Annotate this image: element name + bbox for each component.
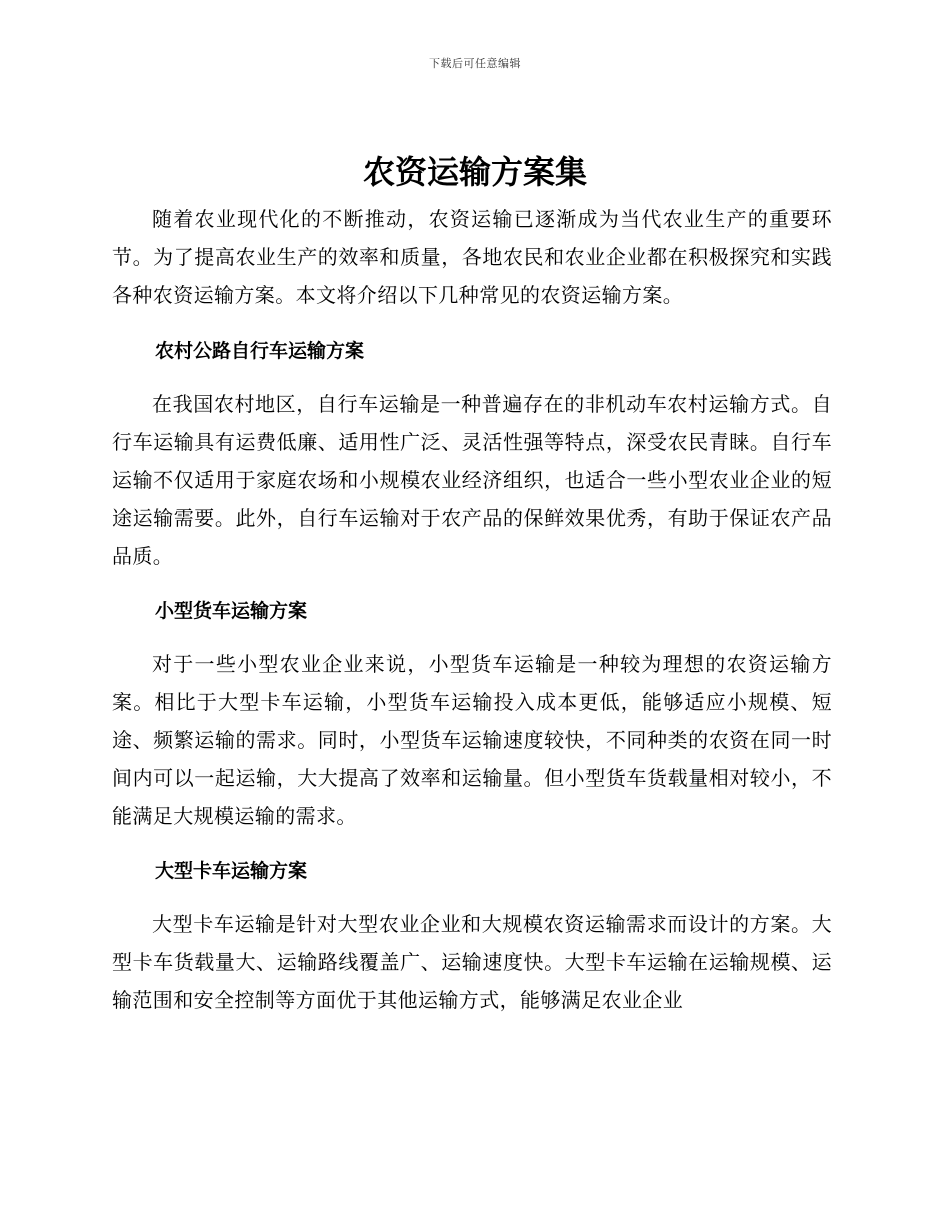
header-note: 下载后可任意编辑 — [429, 57, 521, 70]
section-body-small-truck: 对于一些小型农业企业来说，小型货车运输是一种较为理想的农资运输方案。相比于大型卡车运输，小型货车运输投入成本更低，能够适应小规模、短途、频繁运输的需求。同时，小型货车运输速度较快，不同种类的农资在同一时间内可以一起运输，大大提高了效率和运输量。但小型货车货载量相对较小，不能满足大规模运输的需求。 — [112, 652, 832, 828]
section-heading-large-truck: 大型卡车运输方案 — [155, 860, 308, 882]
intro-paragraph: 随着农业现代化的不断推动，农资运输已逐渐成为当代农业生产的重要环节。为了提高农业生产的效率和质量，各地农民和农业企业都在积极探究和实践各种农资运输方案。本文将介绍以下几种常见的农资运输方案。 — [112, 207, 832, 307]
document-title: 农资运输方案集 — [362, 153, 587, 191]
section-body-bicycle: 在我国农村地区，自行车运输是一种普遍存在的非机动车农村运输方式。自行车运输具有运费低廉、适用性广泛、灵活性强等特点，深受农民青睐。自行车运输不仅适用于家庭农场和小规模农业经济组织，也适合一些小型农业企业的短途运输需要。此外，自行车运输对于农产品的保鲜效果优秀，有助于保证农产品品质。 — [112, 392, 832, 568]
section-body-large-truck: 大型卡车运输是针对大型农业企业和大规模农资运输需求而设计的方案。大型卡车货载量大、运输路线覆盖广、运输速度快。大型卡车运输在运输规模、运输范围和安全控制等方面优于其他运输方式，能够满足农业企业 — [112, 912, 832, 1012]
section-heading-bicycle: 农村公路自行车运输方案 — [155, 340, 365, 362]
section-heading-small-truck: 小型货车运输方案 — [155, 600, 308, 622]
document-body — [112, 200, 832, 1019]
